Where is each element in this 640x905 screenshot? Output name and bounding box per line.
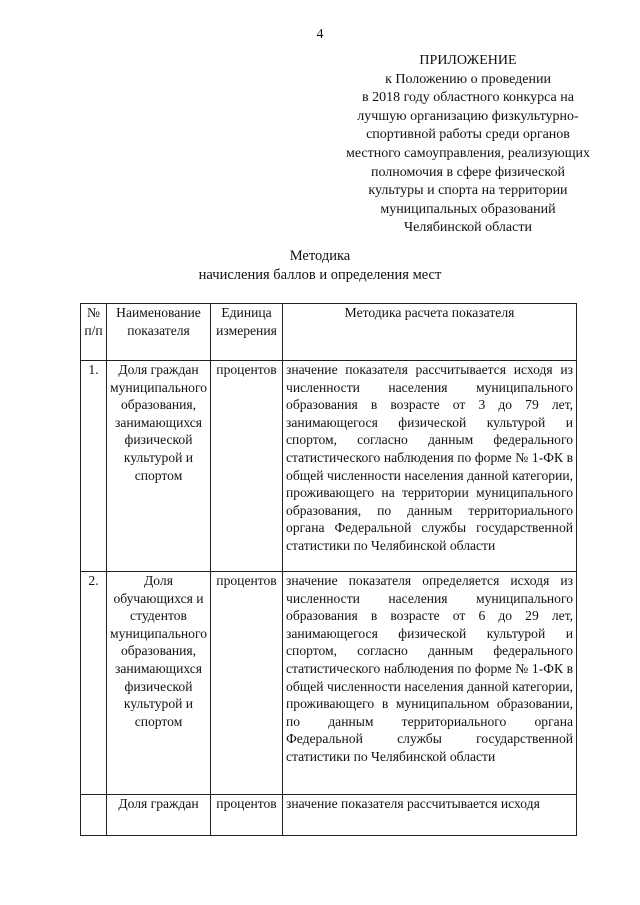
appendix-title: ПРИЛОЖЕНИЕ <box>419 53 517 68</box>
method-title <box>0 247 640 285</box>
appendix-header <box>318 52 618 238</box>
row-method: значение показателя определяется исходя из численности населения муниципального образования в возрасте от 6 до 29 лет, занимающегося физической культурой и спортом, согласно данным федерального статистического наблюдения по форме № 1-ФК в общей численности населения данной категории, проживающего в муниципальном образовании, по данным территориального органа Федеральной службы государственной статистики по Челябинской области <box>283 572 577 795</box>
row-method: значение показателя рассчитывается исходя из численности населения муниципального образования в возрасте от 3 до 79 лет, занимающегося физической культурой и спортом, согласно данным федерального статистического наблюдения по форме № 1-ФК в общей численности населения данной категории, проживающего на территории муниципального образования, по данным территориального органа Федеральной службы государственной статистики по Челябинской области <box>283 361 577 572</box>
table-row <box>81 361 577 572</box>
appendix-line: местного самоуправления, реализующих <box>346 145 590 161</box>
row-unit: процентов <box>211 361 283 572</box>
header-method: Методика расчета показателя <box>283 304 577 361</box>
row-name: Доля обучающихся и студентов муниципального образования, занимающихся физической культурой и спортом <box>107 572 211 795</box>
method-title-line2: начисления баллов и определения мест <box>198 267 442 283</box>
table-header-row <box>81 304 577 361</box>
row-num <box>81 795 107 836</box>
row-name: Доля граждан <box>107 795 211 836</box>
header-unit: Единица измерения <box>211 304 283 361</box>
appendix-line: лучшую организацию физкультурно- <box>357 108 579 124</box>
row-unit: процентов <box>211 795 283 836</box>
table-row <box>81 795 577 836</box>
header-num: № п/п <box>81 304 107 361</box>
appendix-line: культуры и спорта на территории <box>368 183 568 199</box>
method-title-line1: Методика <box>289 248 351 264</box>
row-method: значение показателя рассчитывается исходя <box>283 795 577 836</box>
appendix-line: Челябинской области <box>404 220 532 236</box>
appendix-line: в 2018 году областного конкурса на <box>362 90 574 106</box>
appendix-line: к Положению о проведении <box>385 71 551 87</box>
appendix-line: муниципальных образований <box>380 201 556 217</box>
appendix-line: полномочия в сфере физической <box>371 164 565 180</box>
page-number: 4 <box>316 27 324 42</box>
header-name: Наименование показателя <box>107 304 211 361</box>
row-name: Доля граждан муниципального образования, занимающихся физической культурой и спортом <box>107 361 211 572</box>
row-num: 1. <box>81 361 107 572</box>
row-num: 2. <box>81 572 107 795</box>
indicators-table <box>80 303 577 836</box>
row-unit: процентов <box>211 572 283 795</box>
appendix-line: спортивной работы среди органов <box>366 127 570 143</box>
table-row <box>81 572 577 795</box>
